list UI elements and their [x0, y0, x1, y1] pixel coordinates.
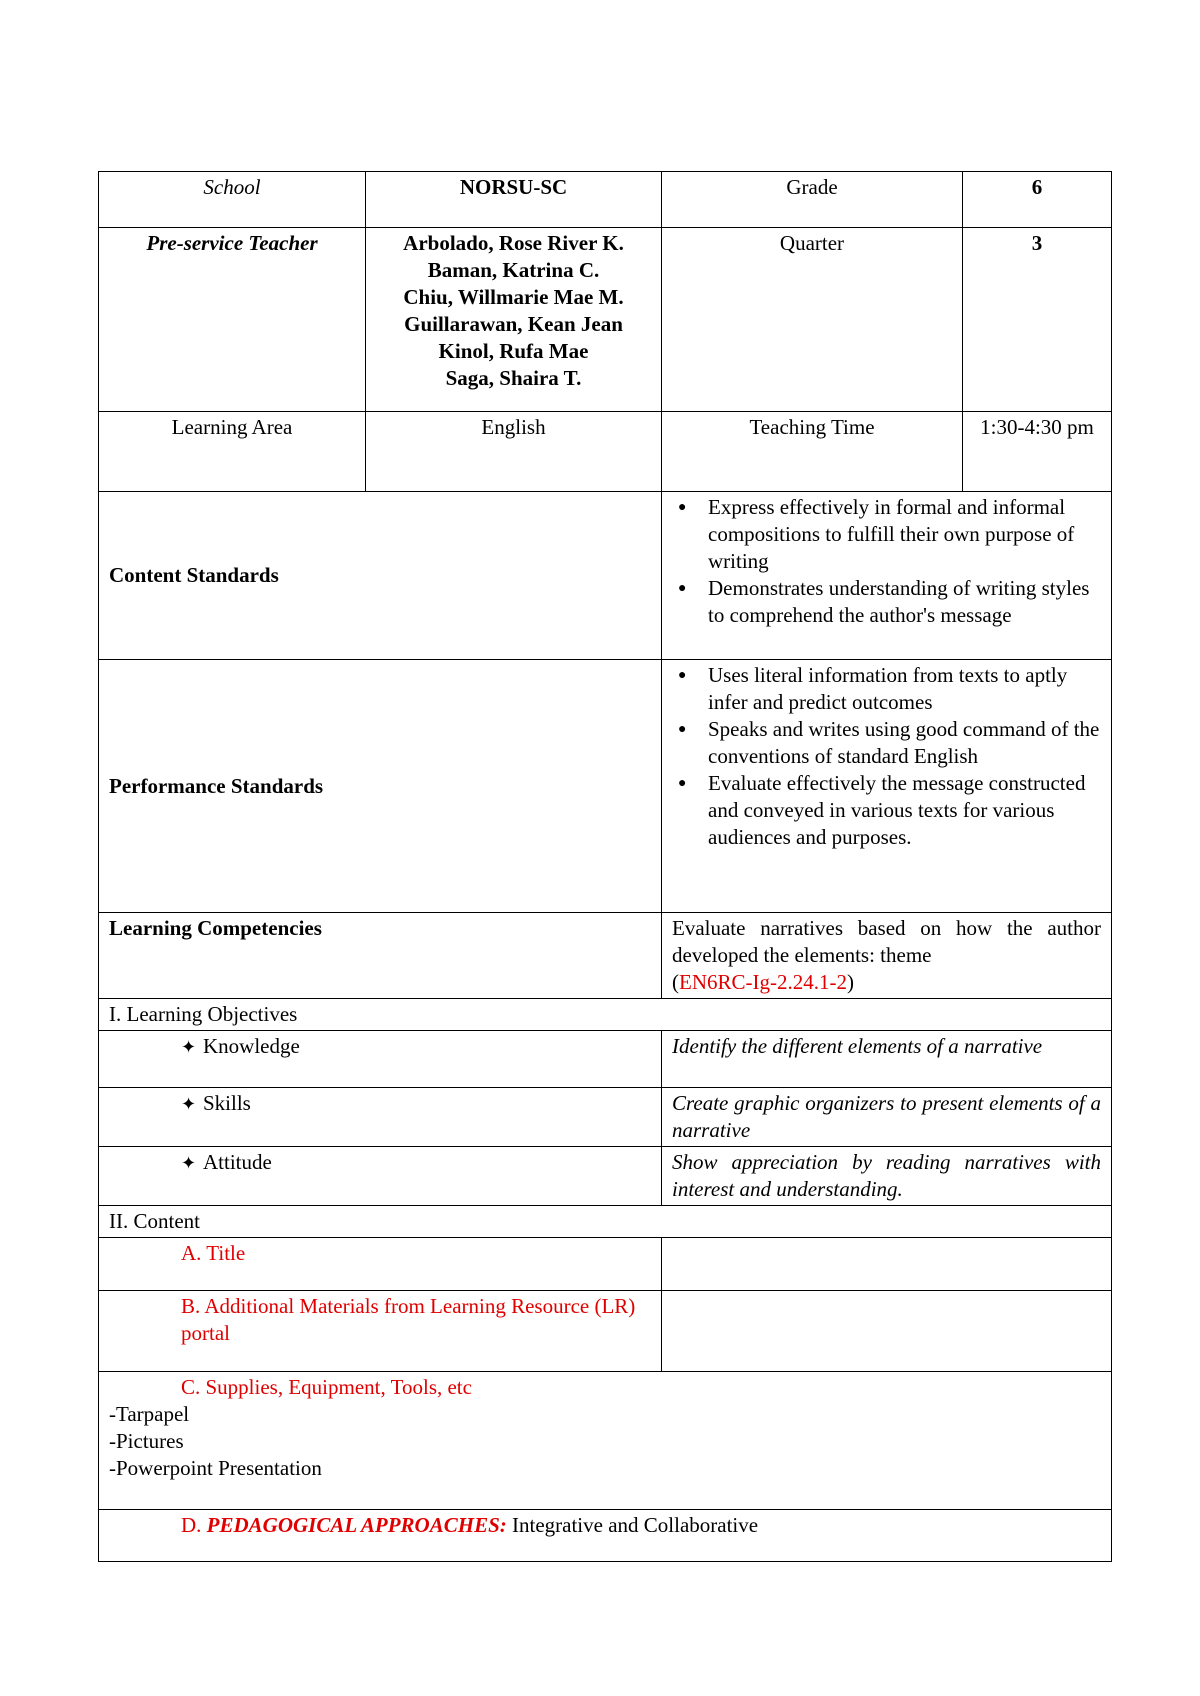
school-row	[99, 172, 1112, 228]
performance-standards-row	[99, 660, 1112, 913]
grade-value: 6	[963, 172, 1112, 228]
quarter-value: 3	[963, 228, 1112, 412]
teacher-list	[366, 228, 662, 412]
objective-value: Show appreciation by reading narratives with interest and understanding.	[662, 1147, 1112, 1206]
standard-item: ● Express effectively in formal and informal compositions to fulfill their own purpose of writing	[708, 494, 1101, 575]
grade-label: Grade	[662, 172, 963, 228]
teacher-row	[99, 228, 1112, 412]
four-point-star-icon: ✦	[181, 1153, 197, 1173]
content-materials-row	[99, 1291, 1112, 1372]
content-materials-label: B. Additional Materials from Learning Resource (LR) portal	[99, 1291, 662, 1372]
school-label: School	[99, 172, 366, 228]
supplies-label: C. Supplies, Equipment, Tools, etc	[181, 1375, 472, 1399]
objective-label	[99, 1031, 662, 1088]
content-supplies-row	[99, 1372, 1112, 1510]
objective-label	[99, 1147, 662, 1206]
content-title-label: A. Title	[99, 1238, 662, 1291]
learning-competencies-row	[99, 913, 1112, 999]
learning-area-value: English	[366, 412, 662, 492]
teacher-name: Arbolado, Rose River K.	[403, 231, 624, 255]
objective-row-skills	[99, 1088, 1112, 1147]
objective-row-attitude	[99, 1147, 1112, 1206]
learning-competencies-value	[662, 913, 1112, 999]
quarter-label: Quarter	[662, 228, 963, 412]
performance-standards-label: Performance Standards	[99, 660, 662, 913]
content-standards-row	[99, 492, 1112, 660]
teacher-name: Baman, Katrina C.	[427, 258, 600, 282]
four-point-star-icon: ✦	[181, 1094, 197, 1114]
content-materials-value	[662, 1291, 1112, 1372]
approach-value: Integrative and Collaborative	[512, 1513, 759, 1537]
learning-area-row	[99, 412, 1112, 492]
objective-value: Create graphic organizers to present elements of a narrative	[662, 1088, 1112, 1147]
objective-label	[99, 1088, 662, 1147]
content-heading-row	[99, 1206, 1112, 1238]
content-approach	[99, 1510, 1112, 1562]
objective-label-text: Attitude	[203, 1150, 272, 1174]
competency-paren-close: )	[846, 970, 854, 994]
objectives-heading-row	[99, 999, 1112, 1031]
school-value: NORSU-SC	[366, 172, 662, 228]
objective-label-text: Skills	[203, 1091, 251, 1115]
learning-competencies-label: Learning Competencies	[99, 913, 662, 999]
approach-prefix: D.	[181, 1513, 202, 1537]
standard-item: ● Speaks and writes using good command of the conventions of standard English	[708, 716, 1101, 770]
objective-label-text: Knowledge	[203, 1034, 300, 1058]
competency-paren-open: (	[672, 970, 679, 994]
standard-item: ● Demonstrates understanding of writing styles to comprehend the author's message	[708, 575, 1101, 629]
lesson-plan-table	[98, 171, 1112, 1562]
content-title-value	[662, 1238, 1112, 1291]
teacher-label: Pre-service Teacher	[99, 228, 366, 412]
supply-item: -Pictures	[109, 1429, 184, 1453]
objective-value: Identify the different elements of a narrative	[662, 1031, 1112, 1088]
performance-standards-list	[662, 660, 1112, 913]
teacher-name: Kinol, Rufa Mae	[438, 339, 589, 363]
supply-item: -Tarpapel	[109, 1402, 190, 1426]
competency-code: EN6RC-Ig-2.24.1-2	[679, 970, 847, 994]
content-supplies	[99, 1372, 1112, 1510]
competency-text: Evaluate narratives based on how the author developed the elements: theme	[672, 916, 1101, 967]
teaching-time-value: 1:30-4:30 pm	[963, 412, 1112, 492]
four-point-star-icon: ✦	[181, 1037, 197, 1057]
objective-row-knowledge	[99, 1031, 1112, 1088]
content-standards-label: Content Standards	[99, 492, 662, 660]
content-approach-row	[99, 1510, 1112, 1562]
standard-item: ● Evaluate effectively the message constructed and conveyed in various texts for various audiences and purposes.	[708, 770, 1101, 851]
objectives-heading: I. Learning Objectives	[99, 999, 1112, 1031]
standard-item: ● Uses literal information from texts to aptly infer and predict outcomes	[708, 662, 1101, 716]
learning-area-label: Learning Area	[99, 412, 366, 492]
teacher-name: Guillarawan, Kean Jean	[404, 312, 623, 336]
approach-label: PEDAGOGICAL APPROACHES:	[206, 1513, 507, 1537]
supply-item: -Powerpoint Presentation	[109, 1456, 322, 1480]
teacher-name: Saga, Shaira T.	[445, 366, 582, 390]
content-standards-list	[662, 492, 1112, 660]
teacher-name: Chiu, Willmarie Mae M.	[403, 285, 624, 309]
content-title-row	[99, 1238, 1112, 1291]
teaching-time-label: Teaching Time	[662, 412, 963, 492]
content-heading: II. Content	[99, 1206, 1112, 1238]
